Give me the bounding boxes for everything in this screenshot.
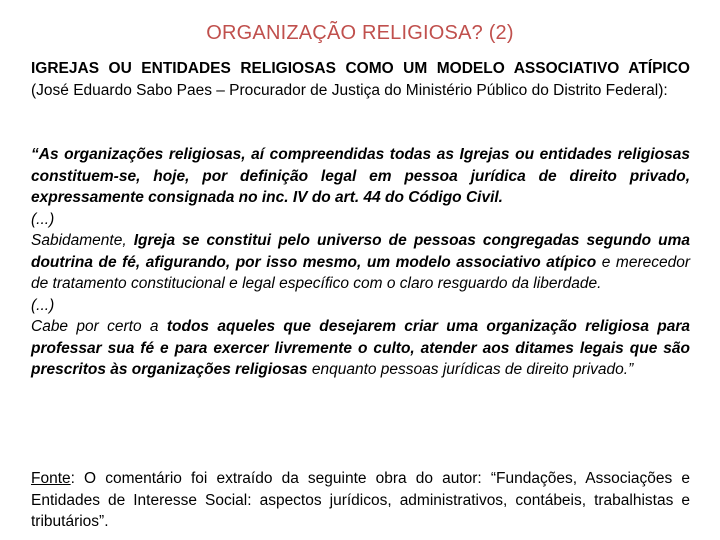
source-paragraph	[31, 468, 690, 533]
source-label: Fonte	[31, 470, 71, 487]
quote-paragraph-2	[31, 230, 690, 295]
quote-paragraph-2-emphasis: Igreja se constitui pelo universo de pessoas congregadas segundo uma doutrina de fé, afigurando, por isso mesmo, um modelo associativo atípico	[31, 232, 690, 271]
intro-heading: IGREJAS OU ENTIDADES RELIGIOSAS COMO UM MODELO ASSOCIATIVO ATÍPICO	[31, 60, 690, 77]
quote-paragraph-3-lead: Cabe por certo a	[31, 318, 167, 335]
quote-paragraph-1: “As organizações religiosas, aí compreendidas todas as Igrejas ou entidades religiosas constituem-se, hoje, por definição legal em pessoa jurídica de direito privado, expressamente consignada no inc. IV do art. 44 do Código Civil.	[31, 146, 690, 206]
intro-paragraph	[31, 58, 690, 101]
source-text: : O comentário foi extraído da seguinte obra do autor: “Fundações, Associações e Entidades de Interesse Social: aspectos jurídicos, administrativos, contábeis, trabalhistas e tributários”.	[31, 470, 690, 530]
intro-attribution: (José Eduardo Sabo Paes – Procurador de Justiça do Ministério Público do Distrito Federal):	[31, 81, 668, 99]
quote-paragraph-3	[31, 316, 690, 381]
quote-ellipsis-1: (...)	[31, 210, 55, 228]
quote-ellipsis-2: (...)	[31, 296, 55, 314]
quote-paragraph-3-tail: enquanto pessoas jurídicas de direito privado.”	[307, 361, 634, 378]
quote-paragraph-2-tail: e merecedor de tratamento constitucional e legal específico com o claro resguardo da liberdade.	[31, 253, 690, 292]
slide-title: ORGANIZAÇÃO RELIGIOSA? (2)	[206, 22, 514, 44]
quote-paragraph-2-lead: Sabidamente,	[31, 232, 134, 249]
quote-paragraph-3-emphasis: todos aqueles que desejarem criar uma organização religiosa para professar sua fé e para exercer livremente o culto, atender aos ditames legais que são prescritos às organizações religiosas	[31, 318, 690, 378]
quote-block	[31, 144, 690, 381]
